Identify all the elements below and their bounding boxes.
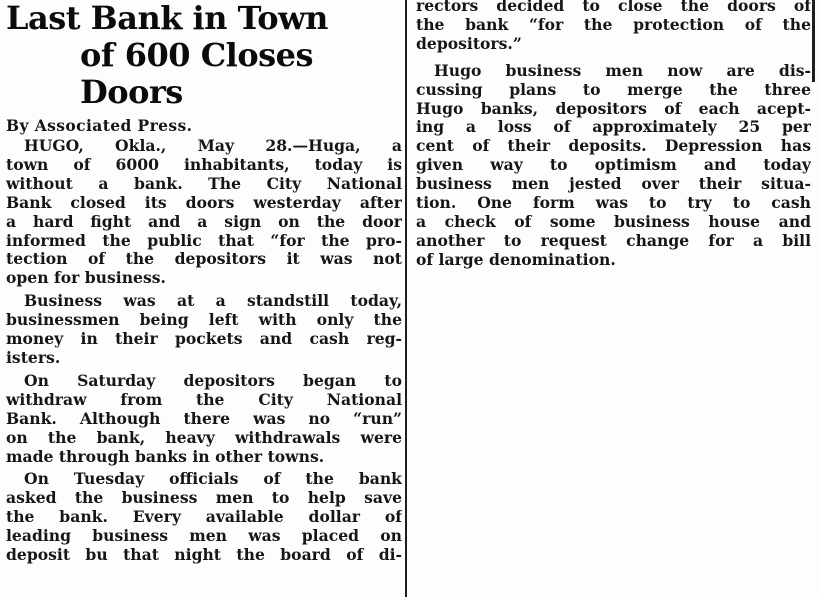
text-line: cussing plans to merge the three (416, 79, 811, 99)
text-line: tion. One form was to try to cash (416, 193, 811, 213)
text-line: asked the business men to help save (6, 488, 402, 508)
text-line: businessmen being left with only the (6, 310, 402, 330)
text-line: cent of their deposits. Depression has (416, 136, 811, 156)
text-line: withdraw from the City National (6, 389, 402, 409)
paragraph-2 (4, 292, 402, 368)
text-line: informed the public that “for the pro- (6, 230, 402, 250)
text-line: given way to optimism and today (416, 155, 811, 175)
headline-line-1: Last Bank in Town (6, 0, 328, 37)
paragraph-5 (414, 62, 811, 270)
text-line: business men jested over their situa- (416, 174, 811, 194)
right-column (414, 0, 811, 597)
text-line: HUGO, Okla., May 28.—Huga, a (24, 136, 402, 155)
text-line: On Saturday depositors began to (24, 370, 402, 390)
text-line: open for business. (6, 268, 166, 288)
text-line: made through banks in other towns. (6, 446, 325, 466)
text-line: ing a loss of approximately 25 per (416, 117, 811, 137)
text-line: leading business men was placed on (6, 526, 402, 546)
text-line: the bank. Every available dollar of (6, 507, 402, 527)
headline-line-2: of 600 Closes Doors (80, 36, 314, 111)
text-line: the bank “for the protection of the (416, 14, 811, 34)
text-line: Bank. Although there was no “run” (6, 408, 402, 428)
text-line: Bank closed its doors westerday after (6, 192, 402, 212)
text-line: of large denomination. (416, 249, 616, 269)
text-line: isters. (6, 347, 61, 367)
text-line: a check of some business house and (416, 211, 811, 231)
text-line: deposit bu that night the board of di- (6, 545, 402, 565)
text-line: another to request change for a bill (416, 230, 811, 250)
text-line: Business was at a standstill today, (24, 291, 402, 311)
text-line: money in their pockets and cash reg- (6, 329, 402, 349)
text-line: on the bank, heavy withdrawals were (6, 427, 402, 447)
left-column (4, 0, 402, 597)
text-line: rectors decided to close the doors of (416, 0, 811, 15)
paragraph-3 (4, 372, 402, 467)
text-line: Hugo business men now are dis- (434, 60, 811, 80)
headline (4, 0, 402, 111)
paragraph-1 (4, 137, 402, 288)
text-line: Hugo banks, depositors of each acept- (416, 98, 811, 118)
byline: By Associated Press. (6, 116, 193, 135)
text-line: town of 6000 inhabitants, today is (6, 154, 402, 174)
text-line: On Tuesday officials of the bank (24, 469, 402, 489)
text-line: tection of the depositors it was not (6, 249, 402, 269)
right-edge-rule (812, 0, 815, 82)
text-line: without a bank. The City National (6, 173, 402, 193)
paragraph-4 (4, 470, 402, 565)
text-line: a hard fight and a sign on the door (6, 211, 402, 231)
text-line: depositors.” (416, 33, 522, 53)
column-rule (405, 0, 407, 597)
continued-paragraph (414, 0, 811, 54)
